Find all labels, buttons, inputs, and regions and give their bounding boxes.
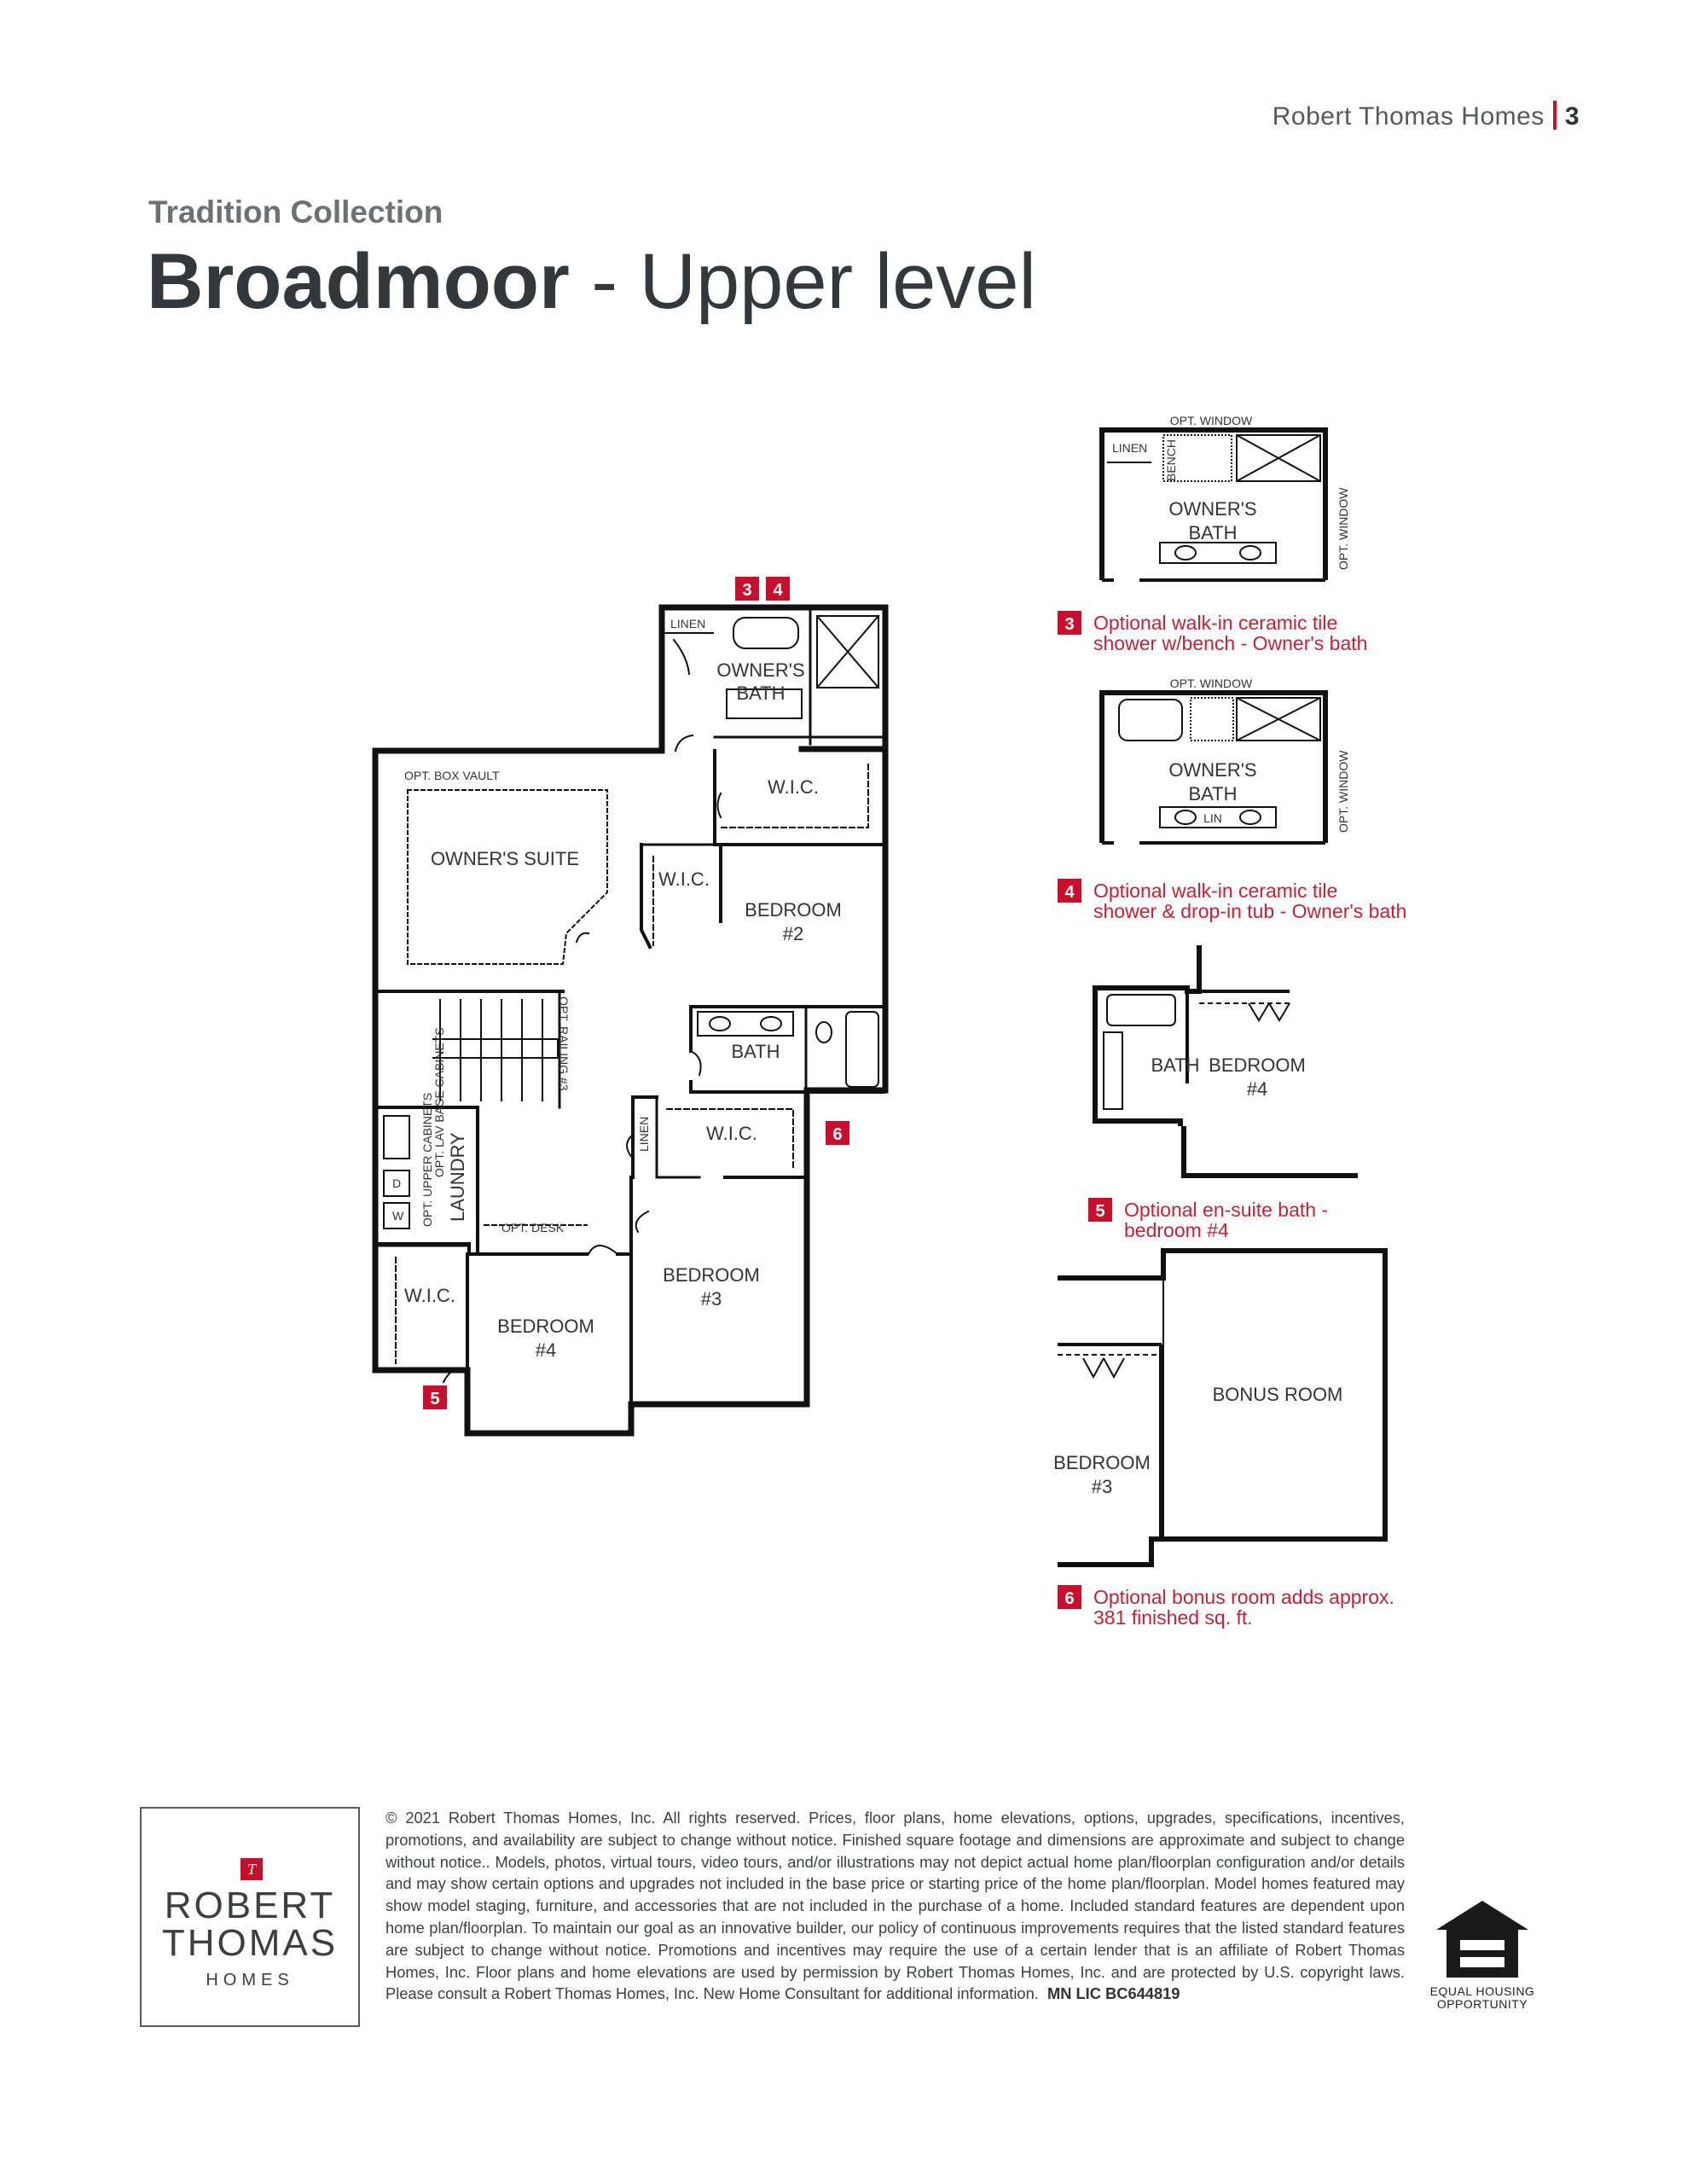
equal-housing-icon: [1426, 1896, 1539, 1981]
opt5-bedroom: BEDROOM: [1209, 1054, 1306, 1076]
option-4-caption: [1058, 879, 1406, 922]
option-3-caption: [1058, 611, 1367, 654]
option-6-caption: [1058, 1585, 1394, 1629]
license-number: MN LIC BC644819: [1047, 1984, 1180, 2003]
option-5-caption: [1088, 1198, 1328, 1241]
svg-text:6: 6: [1064, 1589, 1075, 1608]
opt6-bonus-room: BONUS ROOM: [1212, 1384, 1343, 1405]
label-bedroom3: BEDROOM: [663, 1264, 760, 1286]
svg-text:bedroom #4: bedroom #4: [1124, 1219, 1229, 1241]
opt3-linen: LINEN: [1112, 441, 1148, 455]
equal-housing-line-2: OPPORTUNITY: [1436, 1997, 1528, 2011]
svg-text:3: 3: [742, 581, 752, 600]
opt4-lin: LIN: [1203, 811, 1222, 825]
opt5-bedroom-num: #4: [1246, 1078, 1268, 1100]
label-opt-desk: OPT. DESK: [501, 1221, 565, 1234]
label-opt-railing: OPT. RAILING #3: [557, 996, 571, 1091]
label-laundry: LAUNDRY: [447, 1132, 468, 1222]
svg-text:5: 5: [1095, 1202, 1105, 1221]
opt3-window-top: OPT. WINDOW: [1169, 414, 1253, 427]
equal-housing-line-1: EQUAL HOUSING: [1429, 1984, 1535, 1998]
label-bedroom4-num: #4: [535, 1339, 557, 1361]
svg-text:4: 4: [1064, 883, 1075, 902]
svg-text:shower w/bench - Owner's bath: shower w/bench - Owner's bath: [1093, 632, 1368, 654]
label-bedroom2-num: #2: [782, 923, 804, 944]
opt4-owners-bath: OWNER'S: [1168, 759, 1257, 781]
label-wic-owner: W.I.C.: [768, 776, 819, 798]
label-owners-bath: OWNER'S: [716, 659, 805, 681]
opt3-bench: BENCH: [1164, 439, 1178, 481]
title-separator: -: [569, 238, 640, 325]
svg-text:5: 5: [430, 1390, 440, 1409]
page-number: 3: [1564, 102, 1580, 131]
equal-housing-logo: [1426, 1896, 1539, 2011]
opt4-owners-bath-2: BATH: [1188, 783, 1238, 804]
label-washer: W: [392, 1209, 404, 1223]
logo-line-2: THOMAS: [161, 1922, 339, 1964]
opt3-owners-bath: OWNER'S: [1168, 498, 1257, 520]
opt6-bedroom: BEDROOM: [1053, 1452, 1151, 1473]
opt4-window-top: OPT. WINDOW: [1169, 677, 1253, 690]
opt3-owners-bath-2: BATH: [1188, 522, 1238, 543]
svg-text:Optional walk-in ceramic tile: Optional walk-in ceramic tile: [1093, 880, 1338, 902]
brand-name: Robert Thomas Homes: [1272, 102, 1545, 131]
marker-4: [766, 577, 790, 601]
label-wic-bed4: W.I.C.: [404, 1285, 455, 1306]
logo-mark-icon: T: [241, 1858, 263, 1880]
legal-text: © 2021 Robert Thomas Homes, Inc. All rights reserved. Prices, floor plans, home elevations, options, upgrades, specifications, incentives, promotions, and availability are subject to change without notice. Finished square footage and dimensions are approximate and subject to change without notice.. Models, photos, virtual tours, video tours, and/or illustrations may not depict actual home plan/floorplan configuration and/or details and may show certain options and upgrades not included in the base price or starting price of the home plan/floorplan. Model homes featured may show model staging, furniture, and accessories that are not included in the purchase of a home. Included standard features are dependent upon home plan/floorplan. To maintain our goal as an innovative builder, our policy of continuous improvements requires that the listed standard features are subject to change without notice. Promotions and incentives may require the use of a certain lender that is an affiliate of Robert Thomas Homes, Inc. Floor plans and home elevations are used by permission by Robert Thomas Homes, Inc. and are protected by U.S. copyright laws. Please consult a Robert Thomas Homes, Inc. New Home Consultant for additional information.: [386, 1809, 1405, 2003]
label-bedroom4: BEDROOM: [497, 1316, 594, 1337]
svg-text:3: 3: [1064, 615, 1075, 634]
opt3-window-side: OPT. WINDOW: [1336, 487, 1350, 570]
logo-line-1: ROBERT: [164, 1885, 336, 1926]
svg-text:Optional bonus room adds appro: Optional bonus room adds approx.: [1093, 1586, 1394, 1608]
marker-6: [826, 1121, 849, 1145]
opt6-bedroom-num: #3: [1091, 1476, 1113, 1497]
svg-text:381 finished sq. ft.: 381 finished sq. ft.: [1093, 1606, 1253, 1629]
svg-text:4: 4: [773, 581, 783, 600]
label-bath: BATH: [731, 1041, 780, 1062]
opt5-bath: BATH: [1151, 1054, 1200, 1076]
label-opt-base-cabinets: OPT. LAV BASE CABINETS: [432, 1027, 446, 1177]
plan-level: Upper level: [639, 238, 1036, 325]
svg-text:Optional en-suite bath -: Optional en-suite bath -: [1124, 1199, 1329, 1221]
legal-disclaimer: [386, 1807, 1405, 2005]
marker-3: [735, 577, 759, 601]
label-wic-bed2: W.I.C.: [658, 868, 710, 890]
label-linen-hall: LINEN: [637, 1116, 651, 1152]
label-opt-upper-cabinets: OPT. UPPER CABINETS: [420, 1092, 434, 1227]
label-linen-top: LINEN: [670, 617, 706, 630]
logo-line-3: HOMES: [206, 1971, 294, 1989]
label-dryer: D: [392, 1176, 402, 1190]
label-owners-suite: OWNER'S SUITE: [430, 848, 580, 869]
company-logo: [140, 1807, 360, 2027]
label-wic-bed3: W.I.C.: [706, 1123, 757, 1144]
label-owners-bath-2: BATH: [736, 682, 786, 704]
label-bedroom3-num: #3: [700, 1288, 722, 1310]
marker-5: [423, 1385, 447, 1409]
label-opt-box-vault: OPT. BOX VAULT: [404, 769, 500, 782]
svg-text:Optional walk-in ceramic tile: Optional walk-in ceramic tile: [1093, 612, 1338, 634]
svg-text:6: 6: [832, 1125, 843, 1144]
collection-name: Tradition Collection: [148, 195, 443, 229]
svg-text:shower & drop-in tub - Owner's: shower & drop-in tub - Owner's bath: [1093, 900, 1407, 922]
plan-name: Broadmoor: [147, 238, 570, 325]
opt4-window-side: OPT. WINDOW: [1336, 750, 1350, 833]
label-bedroom2: BEDROOM: [745, 899, 842, 921]
